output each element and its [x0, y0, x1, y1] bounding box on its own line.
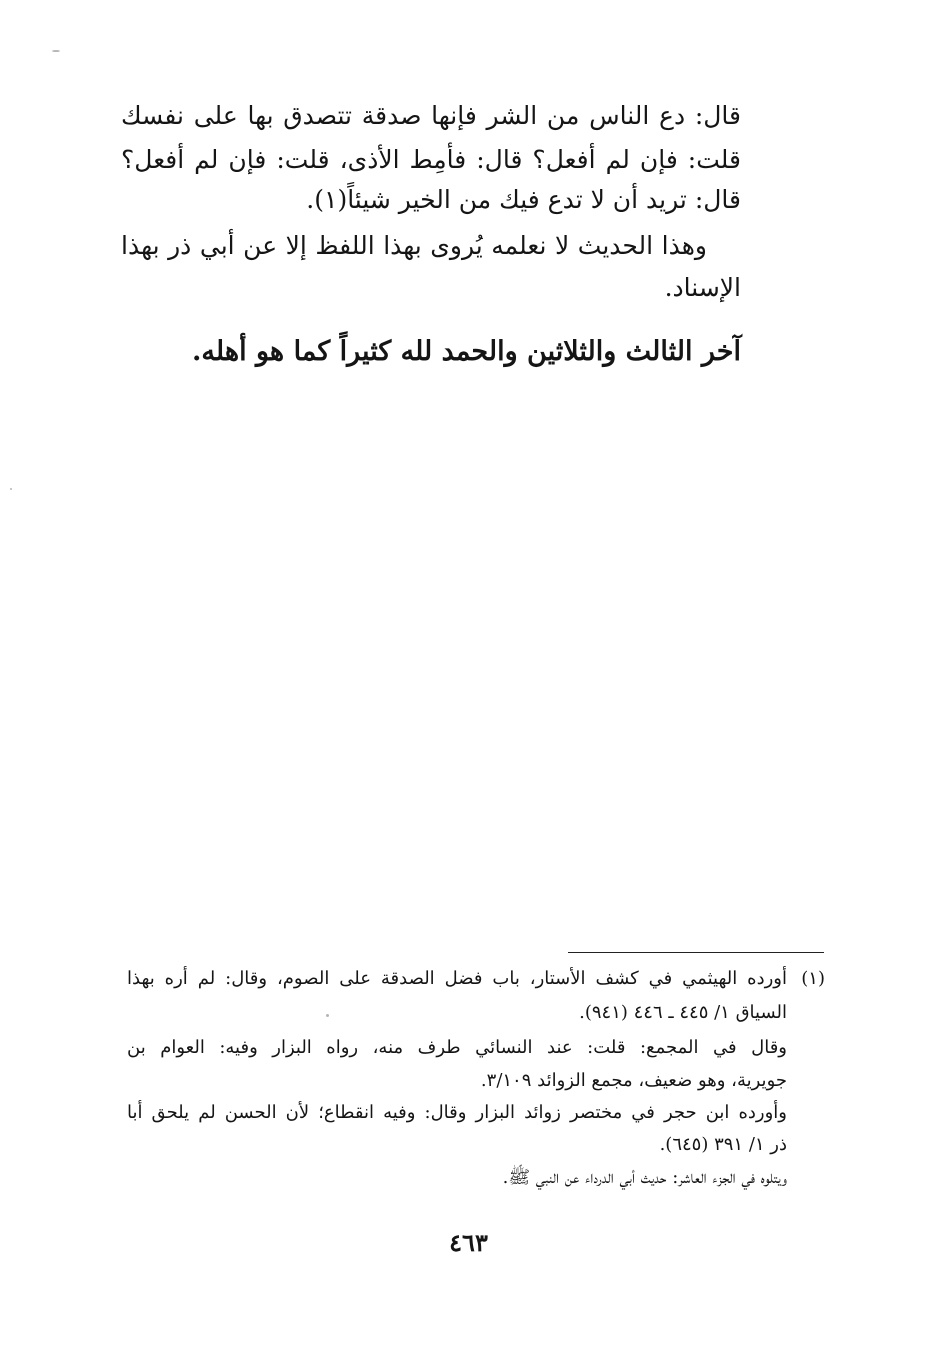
body-line-3: قال: تريد أن لا تدع فيك من الخير شيئاً(١).	[306, 185, 741, 214]
footnote-line-1: أورده الهيثمي في كشف الأستار، باب فضل الصدقة على الصوم، وقال: لم أره بهذا	[127, 968, 787, 989]
footnote-line-2: السياق ١/ ٤٤٥ ـ ٤٤٦ (٩٤١).	[579, 1002, 787, 1023]
footnote-separator	[568, 952, 824, 953]
body-line-4: وهذا الحديث لا نعلمه يُروى بهذا اللفظ إلا عن أبي ذر بهذا	[121, 231, 707, 260]
scan-speck	[10, 488, 12, 490]
body-line-5: الإسناد.	[664, 273, 741, 302]
scan-speck	[326, 1014, 329, 1017]
footnote-line-4: جويرية، وهو ضعيف، مجمع الزوائد ٣/١٠٩.	[480, 1070, 787, 1091]
footnote-line-5: وأورده ابن حجر في مختصر زوائد البزار وقال: وفيه انقطاع؛ لأن الحسن لم يلحق أبا	[127, 1102, 787, 1123]
body-line-2: قلت: فإن لم أفعل؟ قال: فأمِط الأذى، قلت: فإن لم أفعل؟	[121, 145, 741, 174]
footnote-line-3: وقال في المجمع: قلت: عند النسائي طرف منه، رواه البزار وفيه: العوام بن	[127, 1037, 787, 1058]
footnote-number: (١)	[801, 968, 825, 989]
closing-statement: آخر الثالث والثلاثين والحمد لله كثيراً كما هو أهله.	[192, 336, 741, 367]
scan-speck	[52, 50, 60, 52]
footnote-line-7: ويتلوه في الجزء العاشر: حديث أبي الدرداء عن النبي ﷺ.	[502, 1167, 787, 1188]
footnote-line-6: ذر ١/ ٣٩١ (٦٤٥).	[659, 1134, 787, 1155]
body-line-1: قال: دع الناس من الشر فإنها صدقة تتصدق بها على نفسك	[121, 101, 741, 130]
page-number: ٤٦٣	[449, 1228, 488, 1257]
